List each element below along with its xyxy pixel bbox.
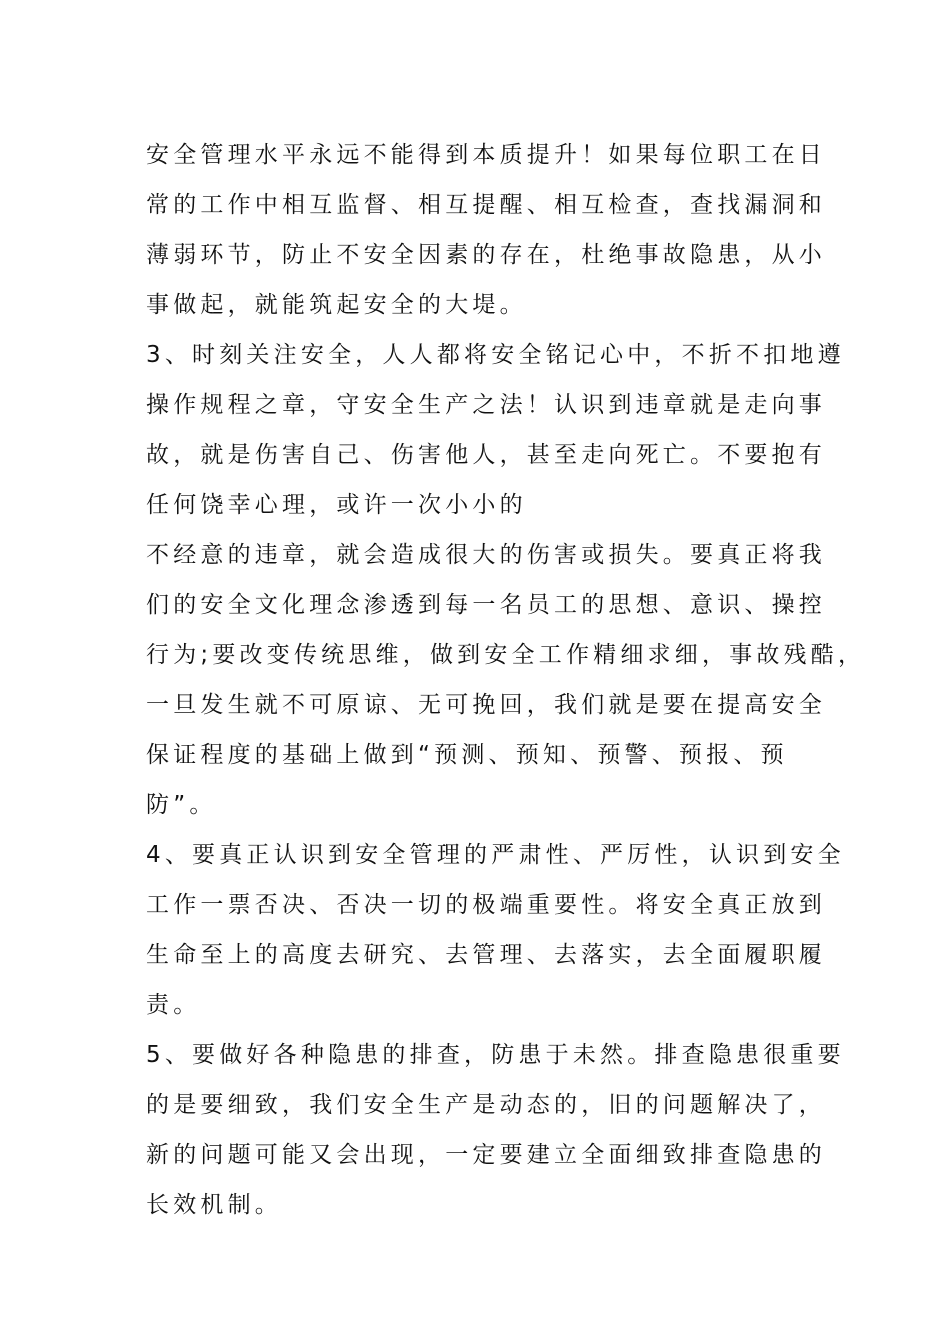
text-line: 常的工作中相互监督、相互提醒、相互检查，查找漏洞和 (146, 192, 826, 218)
text-line: 5、要做好各种隐患的排查，防患于未然。排查隐患很重要 (146, 1042, 845, 1068)
text-line: 3、时刻关注安全，人人都将安全铭记心中，不折不扣地遵 (146, 342, 845, 368)
text-line: 事做起，就能筑起安全的大堤。 (146, 292, 527, 318)
text-line: 保证程度的基础上做到“预测、预知、预警、预报、预 (146, 742, 788, 768)
text-line: 不经意的违章，就会造成很大的伤害或损失。要真正将我 (146, 542, 826, 568)
text-line: 任何饶幸心理，或许一次小小的 (146, 492, 527, 518)
text-line: 新的问题可能又会出现，一定要建立全面细致排查隐患的 (146, 1142, 826, 1168)
text-line: 生命至上的高度去研究、去管理、去落实，去全面履职履 (146, 942, 826, 968)
text-line: 4、要真正认识到安全管理的严肃性、严厉性，认识到安全 (146, 842, 845, 868)
text-line: 安全管理水平永远不能得到本质提升！如果每位职工在日 (146, 142, 826, 168)
text-line: 的是要细致，我们安全生产是动态的，旧的问题解决了， (146, 1092, 826, 1118)
text-line: 防”。 (146, 792, 217, 818)
text-line: 故，就是伤害自己、伤害他人，甚至走向死亡。不要抱有 (146, 442, 826, 468)
body-text (146, 130, 866, 1230)
text-line: 长效机制。 (146, 1192, 282, 1218)
text-line: 们的安全文化理念渗透到每一名员工的思想、意识、操控 (146, 592, 826, 618)
text-line: 薄弱环节，防止不安全因素的存在，杜绝事故隐患，从小 (146, 242, 826, 268)
text-line: 操作规程之章，守安全生产之法！认识到违章就是走向事 (146, 392, 826, 418)
text-line: 行为;要改变传统思维，做到安全工作精细求细，事故残酷， (146, 642, 866, 668)
text-line: 责。 (146, 992, 201, 1018)
text-line: 一旦发生就不可原谅、无可挽回，我们就是要在提高安全 (146, 692, 826, 718)
text-line: 工作一票否决、否决一切的极端重要性。将安全真正放到 (146, 892, 826, 918)
